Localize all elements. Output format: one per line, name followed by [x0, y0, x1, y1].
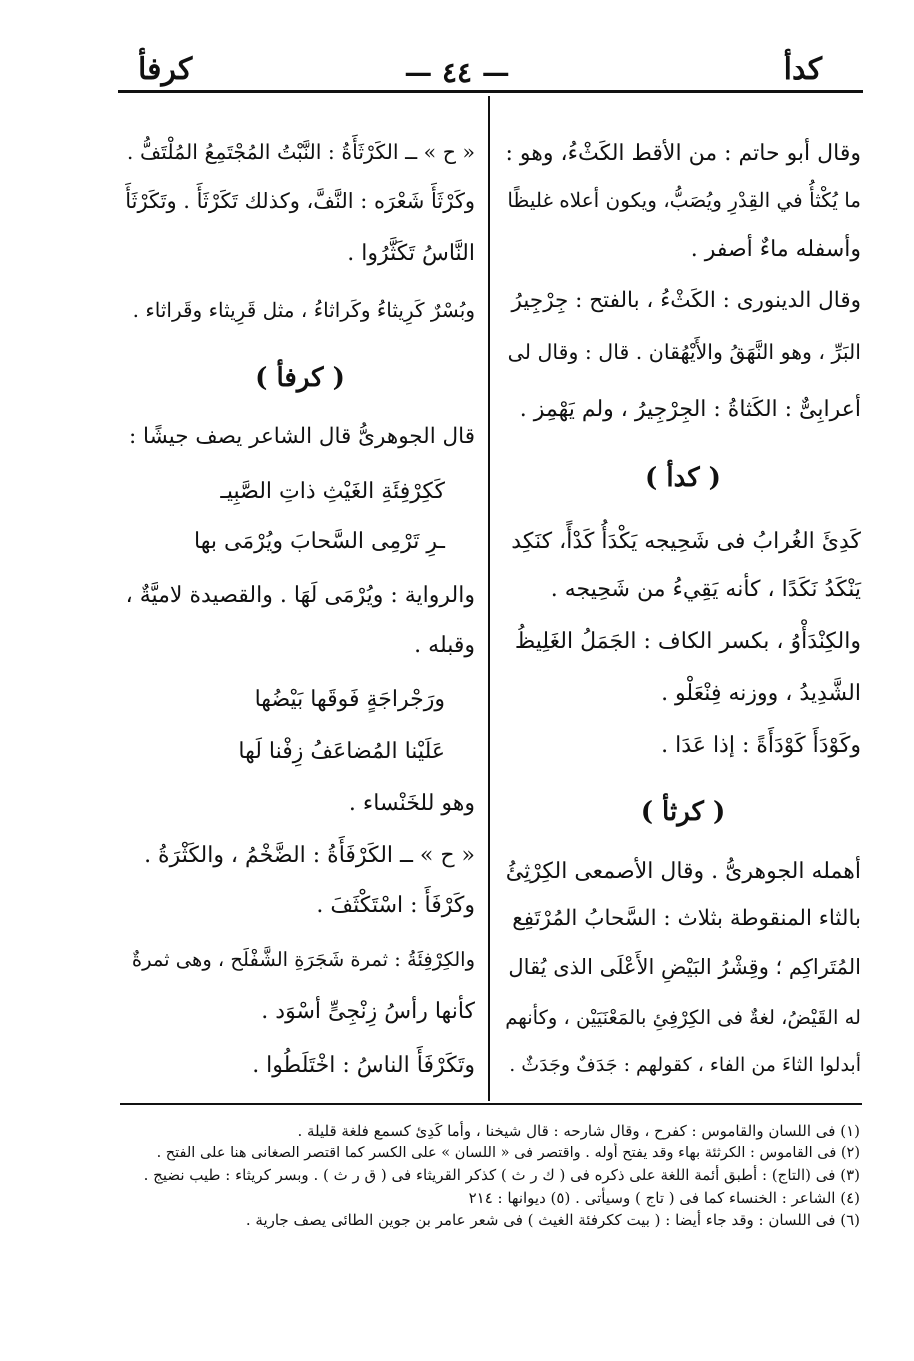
- column-divider: [488, 96, 490, 1101]
- text-line: وقبله .: [414, 633, 475, 658]
- header-entry-left: كرفأ: [138, 52, 193, 87]
- footnotes: [135, 1120, 860, 1232]
- verse-line: ـرِ تَرْمِى السَّحابَ ويُرْمَى بها: [194, 529, 445, 554]
- text-line: والرواية : ويُرْمَى لَهَا . والقصيدة لاميَّةٌ ،: [125, 583, 475, 608]
- text-line: أهمله الجوهرىُّ . وقال الأصمعى الكِرْثِئُ: [505, 859, 861, 884]
- text-line: وقال الدينورى : الكَثْءُ ، بالفتح : جِرْجِيرُ: [511, 288, 861, 313]
- text-line: وبُسْرٌ كَرِيثاءُ وكَراثاءُ ، مثل قَرِيثاء وقَراثاء .: [132, 298, 475, 322]
- section-heading-kada: ( كدأ ): [645, 463, 721, 493]
- text-line: وأسفله ماءٌ أصفر .: [690, 237, 861, 262]
- text-line: كَدِئَ الغُرابُ فى شَحِيجه يَكْدَأُ كَدْأً، كنَكِد: [511, 529, 861, 554]
- text-line: قال الجوهرىُّ قال الشاعر يصف جيشًا :: [128, 424, 475, 449]
- text-line: « ح » ــ الكَرْثَأَةُ : النَّبْتُ المُجْتَمِعُ المُلْتَفُّ .: [126, 140, 475, 164]
- page-number: — ٤٤ —: [404, 56, 510, 89]
- text-line: ما يُكْثأُ في القِدْرِ ويُصَبُّ، ويكون أعلاه غليظًا: [507, 188, 861, 212]
- header-entry-right: كدأ: [783, 52, 822, 87]
- text-line: كأنها رأسُ زِنْجِىٍّ أسْوَد .: [261, 999, 475, 1024]
- header-rule: [118, 90, 863, 93]
- text-line: أعرابِىٌّ : الكَثاةُ : الجِرْجِيرُ ، ولم يَهْمِز .: [519, 397, 861, 422]
- text-line: المُتَراكِم ؛ وقِشْرُ البَيْضِ الأَعْلَى الذى يُقال: [508, 955, 861, 979]
- verse-line: كَكِرْفِئَةِ الغَيْثِ ذاتِ الصَّبِيـ: [220, 479, 445, 504]
- section-heading-karfa: ( كرفأ ): [255, 363, 345, 393]
- text-line: يَنْكَدُ نَكَدًا ، كأنه يَقِيءُ من شَحِيجه .: [550, 577, 861, 602]
- footnote-rule: [120, 1103, 862, 1105]
- text-line: النَّاسُ تَكَثَّرُوا .: [347, 241, 475, 266]
- verse-line: عَلَيْنا المُضاعَفُ زِفْنا لَها: [238, 739, 445, 764]
- footnote-4-5: (٤) الشاعر : الخنساء كما فى ( تاج ) وسيأتى . (٥) ديوانها : ٢١٤: [468, 1188, 860, 1207]
- text-line: والكِرْفِئَةُ : ثمرة شَجَرَةِ الشَّفْلَح ، وهى ثمرةٌ: [131, 948, 475, 971]
- text-line: وهو للخَنْساء .: [348, 791, 475, 816]
- footnote-2: (٢) فى القاموس : الكرثئة بهاء وقد يفتح أوله . واقتصر فى « اللسان » على الكسر كما اقتصر الصغانى هنا على الفتح .: [156, 1144, 860, 1161]
- text-line: البَرِّ ، وهو النَّهَقُ والأَيْهُقان . قال : وقال لى: [507, 340, 861, 364]
- verse-line: ورَجْراجَةٍ فَوقَها بَيْضُها: [254, 687, 445, 712]
- text-line: وكَرْفَأَ : اسْتَكْثَفَ .: [316, 893, 475, 918]
- text-line: « ح » ــ الكَرْفَأَةُ : الضَّخْمُ ، والكَثْرَةُ .: [144, 843, 475, 868]
- footnote-6: (٦) فى اللسان : وقد جاء أيضا : ( بيت ككرفئة الغيث ) فى شعر عامر بن جوين الطائى يصف جارية .: [245, 1211, 860, 1230]
- footnote-1: (١) فى اللسان والقاموس : كفرح ، وقال شارحه : قال شيخنا ، وأما كَدِئ كسمع فلغة قليلة .: [297, 1122, 860, 1140]
- text-line: وقال أبو حاتم : من الأقط الكَثْءُ، وهو :: [505, 141, 861, 166]
- text-line: بالثاء المنقوطة بثلاث : السَّحابُ المُرْتَفِع: [512, 906, 861, 931]
- footnote-3: (٣) فى (التاج) : أطبق أئمة اللغة على ذكره فى ( ك ر ث ) كذكر القريثاء فى ( ق ر ث ) . وبسر كريثاء : طيب نضيج .: [143, 1166, 860, 1185]
- section-heading-kartha: ( كرثأ ): [640, 797, 726, 827]
- text-line: وكَرْثَأَ شَعْرَه : النَّفَّ، وكذلك تَكَرْثَأَ . وتَكَرْثَأَ: [125, 189, 475, 213]
- text-line: والكِنْدَأْوُ ، بكسر الكاف : الجَمَلُ الغَلِيظُ: [514, 629, 861, 654]
- text-line: وتَكَرْفَأَ الناسُ : اخْتَلَطُوا .: [252, 1053, 475, 1078]
- text-line: أبدلوا الثاءَ من الفاء ، كقولهم : جَدَفٌ وجَدَثٌ .: [509, 1054, 861, 1076]
- text-line: الشَّدِيدُ ، ووزنه فِنْعَلْو .: [661, 681, 861, 706]
- text-line: وكَوْدَأَ كَوْدَأَةً : إذا عَدَا .: [661, 733, 861, 758]
- text-line: له القَيْضُ، لغةٌ فى الكِرْفِئِ بالمَعْنَيَيْن ، وكأنهم: [505, 1006, 861, 1029]
